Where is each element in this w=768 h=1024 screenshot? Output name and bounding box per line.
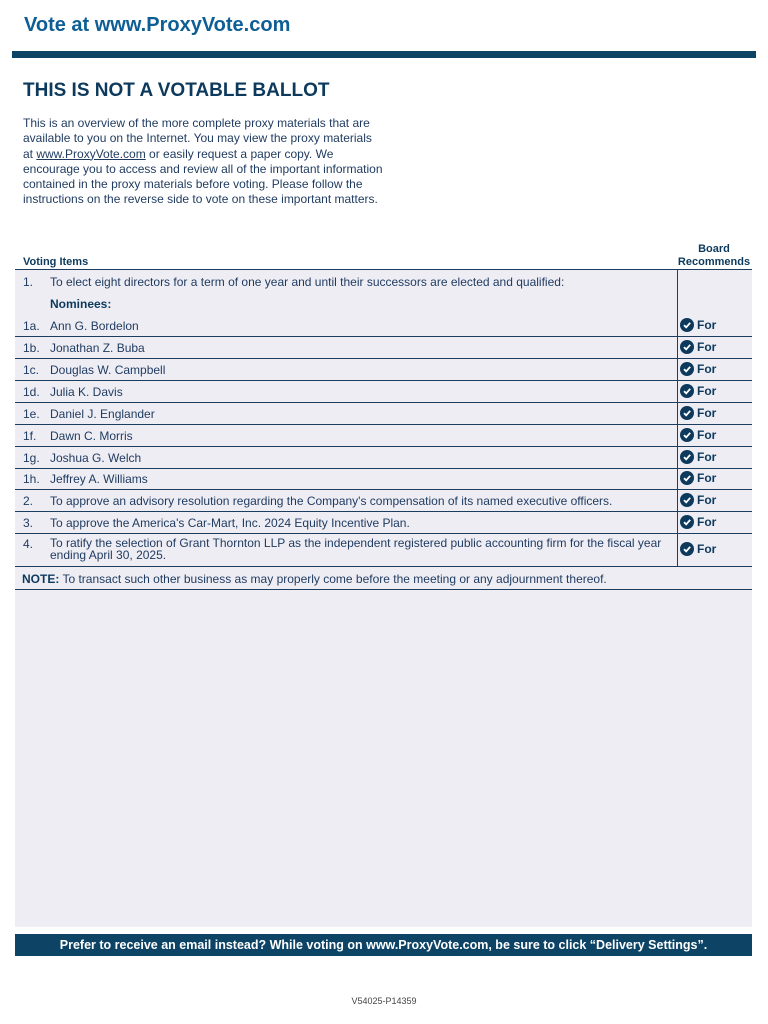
intro-text-1: This is an overview of the more complete proxy materials that are available to you on the Internet. You may view the proxy materials at bbox=[23, 116, 372, 161]
document-code: V54025-P14359 bbox=[351, 996, 417, 1006]
nominees-label: Nominees: bbox=[50, 297, 112, 311]
voting-items-header: Voting Items bbox=[23, 256, 89, 268]
row-text: Dawn C. Morris bbox=[50, 429, 133, 443]
board-recommendation bbox=[680, 340, 716, 354]
check-circle-icon bbox=[680, 406, 694, 420]
board-recommendation bbox=[680, 384, 716, 398]
board-recommendation bbox=[680, 450, 716, 464]
board-recommendation bbox=[680, 428, 716, 442]
table-row bbox=[15, 447, 752, 469]
item-4-line2: ending April 30, 2025. bbox=[50, 548, 167, 562]
recommendation-label: For bbox=[697, 450, 717, 464]
page-title: THIS IS NOT A VOTABLE BALLOT bbox=[23, 80, 330, 101]
proxyvote-link[interactable]: www.ProxyVote.com bbox=[36, 146, 146, 161]
recommendation-label: For bbox=[697, 471, 717, 485]
board-recommendation bbox=[680, 362, 716, 376]
row-number: 2. bbox=[23, 494, 34, 508]
table-row bbox=[15, 425, 752, 447]
board-recommendation bbox=[680, 493, 716, 507]
board-recommendation bbox=[680, 515, 716, 529]
row-number: 1g. bbox=[23, 451, 40, 465]
table-row bbox=[15, 315, 752, 337]
table-row bbox=[15, 512, 752, 534]
item-1 bbox=[23, 275, 565, 289]
header-title: Vote at www.ProxyVote.com bbox=[24, 14, 291, 36]
recommendation-label: For bbox=[697, 428, 717, 442]
row-text bbox=[50, 537, 661, 561]
row-number: 1e. bbox=[23, 407, 40, 421]
row-number: 1d. bbox=[23, 385, 40, 399]
row-number: 4. bbox=[23, 537, 34, 551]
note-text: To transact such other business as may properly come before the meeting or any adjournment thereof. bbox=[59, 572, 607, 586]
recommendation-label: For bbox=[697, 340, 717, 354]
table-row-item-4 bbox=[15, 534, 752, 567]
check-circle-icon bbox=[680, 362, 694, 376]
item-4-line1: To ratify the selection of Grant Thornton LLP as the independent registered public accounting firm for the fiscal year bbox=[50, 536, 662, 550]
board-recommends-header bbox=[676, 243, 752, 268]
row-text: To approve an advisory resolution regarding the Company's compensation of its named executive officers. bbox=[50, 494, 613, 508]
row-text: Douglas W. Campbell bbox=[50, 363, 166, 377]
row-number: 3. bbox=[23, 516, 34, 530]
row-text: Joshua G. Welch bbox=[50, 451, 142, 465]
note-label: NOTE: bbox=[22, 572, 60, 586]
table-row bbox=[15, 359, 752, 381]
row-text: Jeffrey A. Williams bbox=[50, 472, 148, 486]
table-row bbox=[15, 490, 752, 512]
item-1-text: To elect eight directors for a term of one year and until their successors are elected and qualified: bbox=[50, 275, 565, 289]
email-delivery-banner: Prefer to receive an email instead? While voting on www.ProxyVote.com, be sure to click “Delivery Settings”. bbox=[15, 934, 752, 956]
check-circle-icon bbox=[680, 493, 694, 507]
recommendation-label: For bbox=[697, 362, 717, 376]
board-recommendation bbox=[680, 542, 716, 556]
item-1-number: 1. bbox=[23, 275, 34, 289]
intro-text-2: or easily request a paper copy. We encourage you to access and review all of the important information contained in the proxy materials before voting. Please follow the instructions on the reverse side to vote on these important matters. bbox=[23, 146, 383, 207]
board-header-line1: Board bbox=[698, 243, 730, 255]
table-top-rule bbox=[15, 269, 752, 270]
recommendation-label: For bbox=[697, 318, 717, 332]
row-number: 1f. bbox=[23, 429, 37, 443]
recommendation-label: For bbox=[697, 406, 717, 420]
header-divider bbox=[12, 51, 756, 58]
table-row bbox=[15, 337, 752, 359]
check-circle-icon bbox=[680, 340, 694, 354]
table-row bbox=[15, 403, 752, 425]
check-circle-icon bbox=[680, 471, 694, 485]
check-circle-icon bbox=[680, 384, 694, 398]
row-number: 1c. bbox=[23, 363, 40, 377]
row-text: Daniel J. Englander bbox=[50, 407, 155, 421]
recommendation-label: For bbox=[697, 384, 717, 398]
board-recommendation bbox=[680, 471, 716, 485]
row-number: 1b. bbox=[23, 341, 40, 355]
recommendation-label: For bbox=[697, 515, 717, 529]
row-text: Ann G. Bordelon bbox=[50, 319, 139, 333]
row-text: To approve the America's Car-Mart, Inc. 2024 Equity Incentive Plan. bbox=[50, 516, 410, 530]
row-text: Jonathan Z. Buba bbox=[50, 341, 145, 355]
recommendation-label: For bbox=[697, 493, 717, 507]
recommendation-label: For bbox=[697, 542, 717, 556]
check-circle-icon bbox=[680, 542, 694, 556]
note bbox=[22, 572, 607, 586]
table-row bbox=[15, 381, 752, 403]
row-text: Julia K. Davis bbox=[50, 385, 123, 399]
check-circle-icon bbox=[680, 428, 694, 442]
table-row bbox=[15, 469, 752, 490]
row-number: 1a. bbox=[23, 319, 40, 333]
check-circle-icon bbox=[680, 515, 694, 529]
intro-paragraph bbox=[23, 116, 383, 208]
note-divider bbox=[15, 589, 752, 590]
board-recommendation bbox=[680, 406, 716, 420]
check-circle-icon bbox=[680, 318, 694, 332]
row-number: 1h. bbox=[23, 472, 40, 486]
board-recommendation bbox=[680, 318, 716, 332]
board-header-line2: Recommends bbox=[677, 255, 751, 268]
check-circle-icon bbox=[680, 450, 694, 464]
